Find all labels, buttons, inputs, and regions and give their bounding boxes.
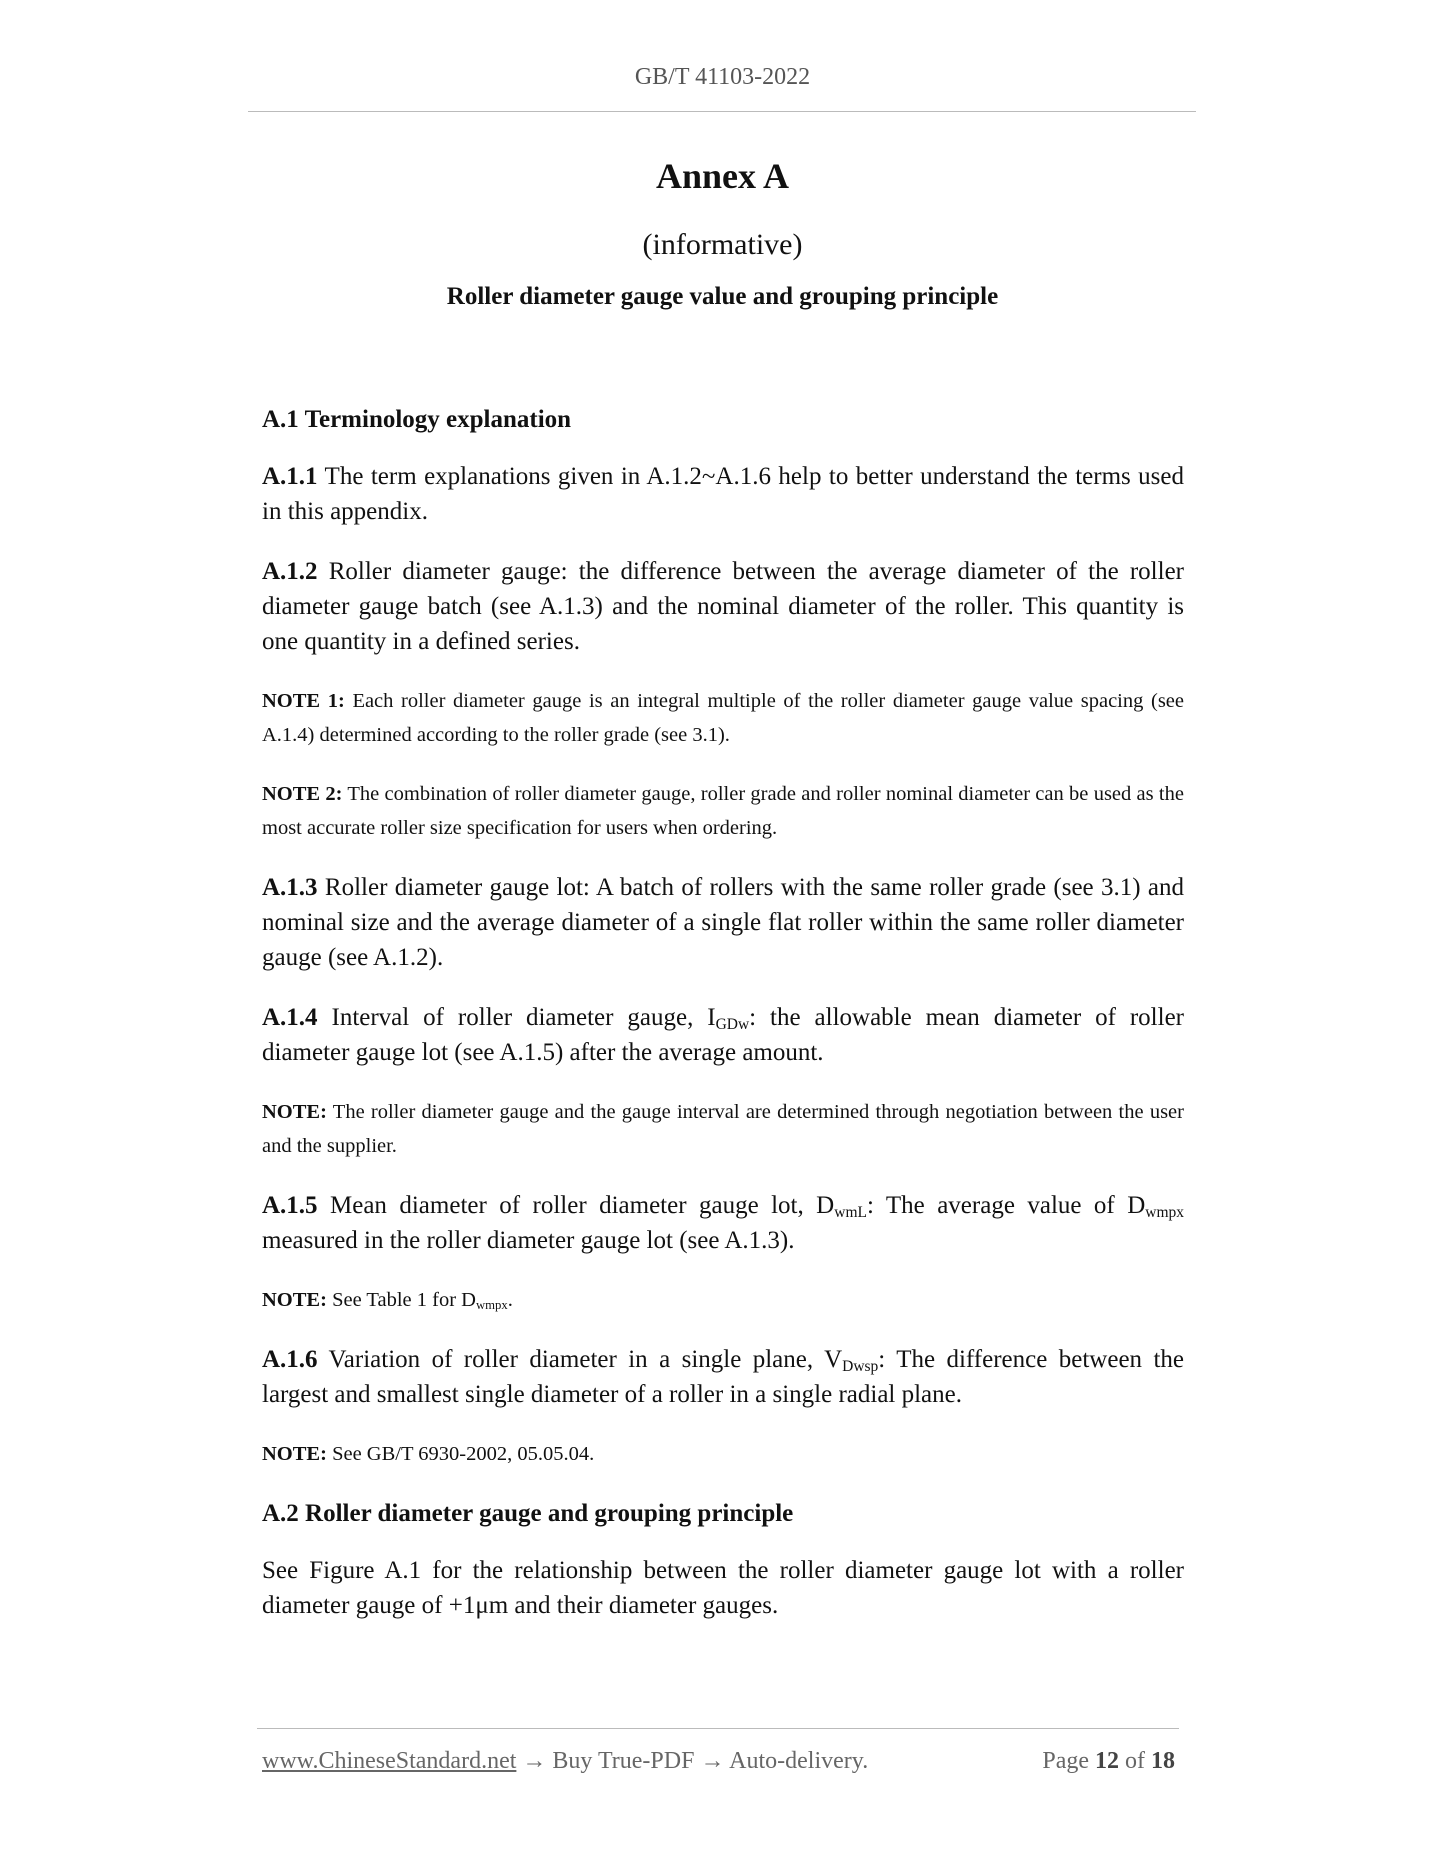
note-text-end: . (507, 1289, 513, 1311)
clause-a1-5 (262, 1188, 1184, 1258)
clause-number: A.1.5 (262, 1192, 318, 1219)
page-indicator (1042, 1748, 1175, 1775)
auto-delivery-text: → Auto-delivery. (700, 1748, 869, 1774)
annex-heading: Roller diameter gauge value and grouping principle (446, 283, 999, 310)
clause-number: A.1.1 (262, 463, 318, 490)
clause-a1-2 (262, 554, 1184, 659)
clause-number: A.1.3 (262, 874, 318, 901)
clause-text: Roller diameter gauge lot: A batch of rollers with the same roller grade (see 3.1) and nominal size and the average diameter of a single flat roller within the same roller diameter gauge (see A.1.2). (262, 874, 1184, 971)
note-text: See GB/T 6930-2002, 05.05.04. (326, 1443, 595, 1465)
note-text: The combination of roller diameter gauge, roller grade and roller nominal diameter can be used as the most accurate roller size specification for users when ordering. (262, 783, 1184, 839)
note-label: NOTE 1: (262, 690, 345, 712)
clause-text: Mean diameter of roller diameter gauge lot, D (317, 1192, 835, 1219)
clause-text-end: measured in the roller diameter gauge lot (see A.1.3). (262, 1227, 795, 1254)
clause-a1-6 (262, 1342, 1184, 1412)
buy-true-pdf-text: → Buy True-PDF (516, 1748, 701, 1774)
clause-a1-1 (262, 459, 1184, 529)
note-label: NOTE 2: (262, 783, 343, 805)
header-divider (248, 111, 1196, 112)
symbol-subscript: wmpx (1145, 1203, 1184, 1221)
page-label: Page (1042, 1748, 1095, 1774)
note-text: See Table 1 for D (326, 1289, 476, 1311)
symbol-subscript: wmpx (475, 1298, 508, 1313)
note-3 (262, 1095, 1184, 1163)
clause-number: A.1.2 (262, 558, 318, 585)
document-number-header: GB/T 41103-2022 (634, 64, 811, 90)
footer-divider (257, 1728, 1179, 1729)
of-label: of (1119, 1748, 1151, 1774)
clause-text: Roller diameter gauge: the difference between the average diameter of the roller diameter gauge batch (see A.1.3) and the nominal diameter of the roller. This quantity is one quantity in a defined series. (262, 558, 1184, 655)
clause-text: The term explanations given in A.1.2~A.1.6 help to better understand the terms used in this appendix. (262, 463, 1184, 525)
note-4 (262, 1283, 1184, 1317)
section-a2-heading: A.2 Roller diameter gauge and grouping principle (262, 1500, 794, 1527)
symbol-subscript: GDw (715, 1015, 750, 1033)
note-5 (262, 1437, 1184, 1471)
symbol-subscript: Dwsp (842, 1357, 879, 1375)
clause-number: A.1.4 (262, 1004, 318, 1031)
document-body (262, 402, 1184, 1648)
clause-a1-3 (262, 870, 1184, 975)
annex-subtitle: (informative) (642, 228, 803, 261)
note-1 (262, 684, 1184, 752)
clause-a1-4 (262, 1000, 1184, 1070)
section-a2-paragraph: See Figure A.1 for the relationship between the roller diameter gauge lot with a roller diameter gauge of +1μm and their diameter gauges. (262, 1557, 1184, 1619)
total-pages-number: 18 (1151, 1748, 1175, 1774)
clause-text: Interval of roller diameter gauge, I (317, 1004, 716, 1031)
section-a1-heading: A.1 Terminology explanation (262, 406, 572, 433)
clause-text: Variation of roller diameter in a single plane, V (317, 1346, 843, 1373)
clause-text-continued: : The difference between the largest and smallest single diameter of a roller in a single radial plane. (262, 1346, 1184, 1408)
annex-title: Annex A (655, 156, 790, 196)
footer-promo (262, 1748, 868, 1775)
website-link[interactable]: www.ChineseStandard.net (262, 1748, 517, 1774)
note-text: The roller diameter gauge and the gauge interval are determined through negotiation between the user and the supplier. (262, 1101, 1184, 1157)
clause-text-continued: : the allowable mean diameter of roller diameter gauge lot (see A.1.5) after the average amount. (262, 1004, 1184, 1066)
note-2 (262, 777, 1184, 845)
clause-text-continued: : The average value of D (866, 1192, 1146, 1219)
note-label: NOTE: (262, 1101, 327, 1123)
current-page-number: 12 (1095, 1748, 1119, 1774)
note-text: Each roller diameter gauge is an integral multiple of the roller diameter gauge value spacing (see A.1.4) determined according to the roller grade (see 3.1). (262, 690, 1184, 746)
symbol-subscript: wmL (834, 1203, 867, 1221)
note-label: NOTE: (262, 1289, 327, 1311)
note-label: NOTE: (262, 1443, 327, 1465)
clause-number: A.1.6 (262, 1346, 318, 1373)
